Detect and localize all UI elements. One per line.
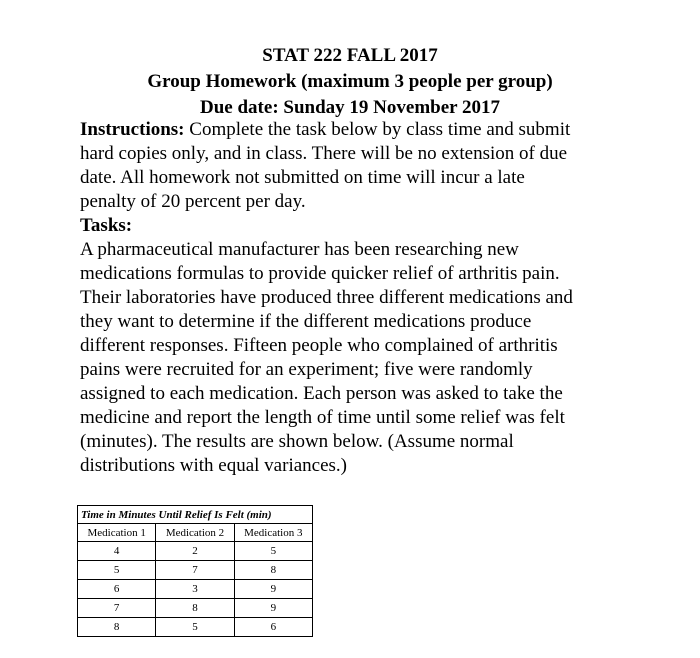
instructions-line: penalty of 20 percent per day.: [80, 191, 306, 212]
table-row: [78, 542, 313, 561]
tasks-label: Tasks:: [80, 215, 133, 236]
table-row: [78, 599, 313, 618]
instructions-line: date. All homework not submitted on time will incur a late: [80, 167, 525, 188]
table-cell: 5: [78, 561, 156, 580]
tasks-line: they want to determine if the different medications produce: [80, 311, 532, 332]
table-cell: 9: [234, 599, 312, 618]
table-cell: 9: [234, 580, 312, 599]
results-table: [77, 505, 313, 637]
table-cell: 6: [78, 580, 156, 599]
tasks-line: Their laboratories have produced three different medications and: [80, 287, 573, 308]
tasks-line: A pharmaceutical manufacturer has been researching new: [80, 239, 519, 260]
tasks-line: medications formulas to provide quicker relief of arthritis pain.: [80, 263, 560, 284]
tasks-line: medicine and report the length of time until some relief was felt: [80, 407, 565, 428]
results-table-frame: [77, 505, 313, 637]
table-cell: 5: [234, 542, 312, 561]
column-header: Medication 3: [234, 524, 312, 542]
column-header: Medication 1: [78, 524, 156, 542]
table-cell: 8: [156, 599, 234, 618]
due-date: Due date: Sunday 19 November 2017: [200, 97, 500, 118]
instructions-line: [80, 118, 570, 142]
instructions-line: hard copies only, and in class. There will be no extension of due: [80, 143, 568, 164]
table-caption: Time in Minutes Until Relief Is Felt (min): [78, 506, 313, 524]
table-row: [78, 561, 313, 580]
table-caption-row: [78, 506, 313, 524]
table-row: [78, 580, 313, 599]
column-header: Medication 2: [156, 524, 234, 542]
tasks-line: assigned to each medication. Each person was asked to take the: [80, 383, 563, 404]
table-cell: 7: [78, 599, 156, 618]
table-header-row: [78, 524, 313, 542]
instructions-label: Instructions:: [80, 119, 185, 140]
tasks-paragraph: [80, 238, 573, 478]
table-cell: 7: [156, 561, 234, 580]
table-cell: 6: [234, 618, 312, 637]
tasks-line: pains were recruited for an experiment; five were randomly: [80, 359, 533, 380]
assignment-title: Group Homework (maximum 3 people per group): [147, 71, 553, 92]
table-cell: 5: [156, 618, 234, 637]
table-cell: 3: [156, 580, 234, 599]
tasks-line: different responses. Fifteen people who complained of arthritis: [80, 335, 558, 356]
instructions-text: Complete the task below by class time and submit: [184, 119, 571, 140]
course-title: STAT 222 FALL 2017: [262, 45, 438, 66]
tasks-line: distributions with equal variances.): [80, 455, 347, 476]
table-row: [78, 618, 313, 637]
instructions-paragraph: [80, 118, 570, 214]
table-cell: 2: [156, 542, 234, 561]
table-cell: 8: [234, 561, 312, 580]
table-cell: 4: [78, 542, 156, 561]
tasks-line: (minutes). The results are shown below. (Assume normal: [80, 431, 514, 452]
table-cell: 8: [78, 618, 156, 637]
